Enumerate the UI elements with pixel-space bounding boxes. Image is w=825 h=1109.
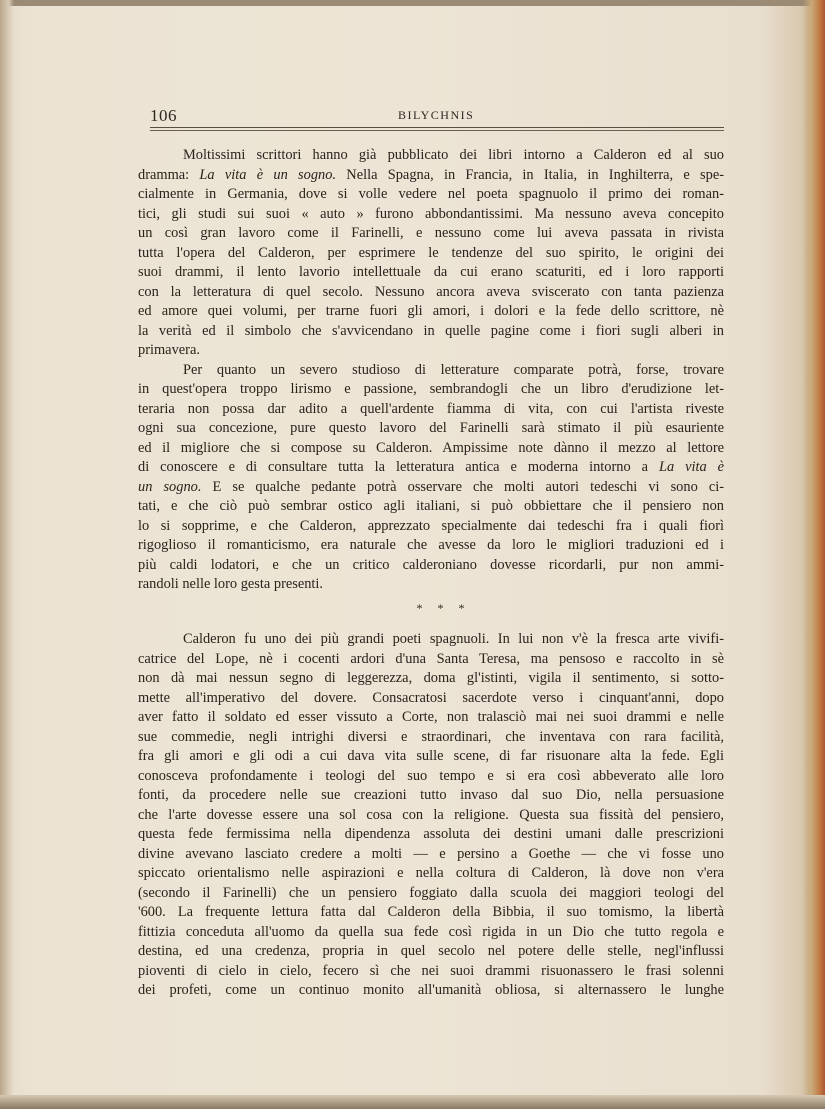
book-title: La vita è <box>658 459 724 475</box>
text-line: che l'arte dovesse essere una sol cosa con la religione. Questa sua fissità del pensiero, <box>138 806 724 823</box>
text-line: destina, ed una credenza, propria in quel secolo nel potere delle stelle, negl'influssi <box>138 943 724 959</box>
page-bottom-edge <box>0 1095 825 1109</box>
text-line: non dà mai nessun segno di leggerezza, doma gl'istinti, vigila il sentimento, si sotto- <box>138 670 724 686</box>
text-line: questa fede fermissima nella dipendenza assoluta dei destini umani dalle prescrizioni <box>138 826 724 842</box>
text-line: ed amore quei volumi, per trarne fuori gli amori, i dolori e la fede dello scrittore, nè <box>138 303 724 319</box>
page-right-edge <box>803 0 825 1109</box>
text-line: più caldi lodatori, e che un critico calderoniano dovesse ricordarli, pur non ammi- <box>138 556 724 573</box>
text-line: tici, gli studi sui suoi « auto » furono abbondantissimi. Ma nessuno aveva concepito <box>138 205 724 222</box>
text-line: spiccato orientalismo nelle aspirazioni e nella coltura di Calderon, là dove non v'era <box>138 865 724 881</box>
page-binding-shadow <box>0 0 14 1109</box>
text-line: la verità ed il simbolo che s'avvicendano in quelle pagine come i fiori sugli alberi in <box>138 322 724 339</box>
text-line: Calderon fu uno dei più grandi poeti spagnuoli. In lui non v'è la fresca arte vivifi- <box>183 631 724 647</box>
text-line: fonti, da procedere nelle sue creazioni tutto invaso dal suo Dio, nella persuasione <box>138 787 724 803</box>
text-line: aver fatto il soldato ed esser vissuto a Corte, non tralasciò mai nei suoi drammi e nelle <box>138 709 724 725</box>
paragraph-2 <box>138 361 724 595</box>
text-line: lo si sopprime, e che Calderon, apprezzato specialmente dai tedeschi fra i quali fiorì <box>138 517 724 534</box>
text-line: catrice del Lope, nè i cocenti ardori d'una Santa Teresa, ma pensoso e raccolto in sè <box>138 650 724 667</box>
text-line: fra gli amori e gli odi a cui dava vita sulle scene, di far risuonare alta la fede. Egli <box>138 748 724 764</box>
running-title: BILYCHNIS <box>398 108 475 122</box>
text-line: con la letteratura di quel secolo. Nessuno ancora aveva sviscerato con tanta pazienza <box>138 283 724 300</box>
header-rule <box>150 127 724 128</box>
text-line: in quest'opera troppo lirismo e passione, sembrandogli che un libro d'erudizione let- <box>138 381 724 397</box>
text-line: tati, e che ciò può sembrar ostico agli italiani, si può obbiettare che il pensiero non <box>138 498 724 514</box>
running-header <box>150 106 724 126</box>
text-line: sue commedie, negli intrighi diversi e straordinari, che inventava con rara facilità, <box>138 728 724 745</box>
book-title: La vita è un sogno. <box>199 166 337 183</box>
text-line: (secondo il Farinelli) che un pensiero foggiato dalla scuola dei maggiori teologi del <box>138 884 724 901</box>
text-line: un sogno. E se qualche pedante potrà osservare che molti autori tedeschi vi sono ci- <box>138 478 724 495</box>
text-line: pioventi di cielo in cielo, fecero sì che nei suoi drammi risuonassero le frasi solenni <box>138 962 724 979</box>
book-title: un sogno. <box>138 478 202 495</box>
text-line: randoli nelle loro gesta presenti. <box>138 576 324 592</box>
text-line: conosceva profondamente i teologi del suo tempo e si era così abbeverato alle loro <box>138 767 724 784</box>
text-line: dei profeti, come un continuo monito all'umanità obliosa, si alternassero le lunghe <box>138 982 724 998</box>
text-line: cialmente in Germania, dove si volle vedere nel poeta spagnuolo il primo dei roman- <box>138 186 724 202</box>
section-separator: * * * <box>416 600 471 615</box>
text-line: suoi drammi, il lento lavorio intellettuale da cui erano scaturiti, ed i loro rapporti <box>138 264 724 280</box>
header-rule-double <box>150 130 724 131</box>
text-line: primavera. <box>138 342 200 358</box>
text-line: rigoglioso il romanticismo, era naturale che avesse da loro le migliori traduzioni ed i <box>138 537 724 553</box>
text-line: divine avevano lasciato credere a molti — e persino a Goethe — che vi fosse uno <box>138 845 724 862</box>
page-number: 106 <box>150 106 177 125</box>
text-line: mette all'imperativo del dovere. Consacratosi sacerdote verso i cinquant'anni, dopo <box>138 689 724 706</box>
text-line: di conoscere e di consultare tutta la letteratura antica e moderna intorno a La vita è <box>138 459 724 475</box>
text-line: Per quanto un severo studioso di letterature comparate potrà, forse, trovare <box>183 361 724 378</box>
text-line: '600. La frequente lettura fatta dal Calderon della Bibbia, il suo tomismo, la libertà <box>138 904 724 920</box>
text-line: fittizia conceduta all'uomo da quella sua fede così rigida in un Dio che tutto regola e <box>138 923 724 940</box>
text-line: ed il migliore che si compose su Calderon. Ampissime note dànno il mezzo al lettore <box>138 439 724 456</box>
text-line: teraria non possa dar adito a quell'ardente fiamma di vita, con cui l'artista riveste <box>138 400 724 417</box>
body-text <box>138 146 724 1001</box>
text-line: ogni sua concezione, pure questo lavoro del Farinelli sarà stimato il più esauriente <box>138 420 724 436</box>
text-line: Moltissimi scrittori hanno già pubblicato dei libri intorno a Calderon ed al suo <box>183 147 724 163</box>
paragraph-3 <box>138 630 724 1001</box>
page-top-edge <box>0 0 825 6</box>
text-line: tutta l'opera del Calderon, per esprimere le tendenze del suo spirito, le origini dei <box>138 244 724 261</box>
text-line: dramma: La vita è un sogno. Nella Spagna, in Francia, in Italia, in Inghilterra, e spe- <box>138 166 724 183</box>
paragraph-1 <box>138 146 724 361</box>
text-line: un così gran lavoro come il Farinelli, e nessuno come lui aveva passata in rivista <box>138 225 724 241</box>
